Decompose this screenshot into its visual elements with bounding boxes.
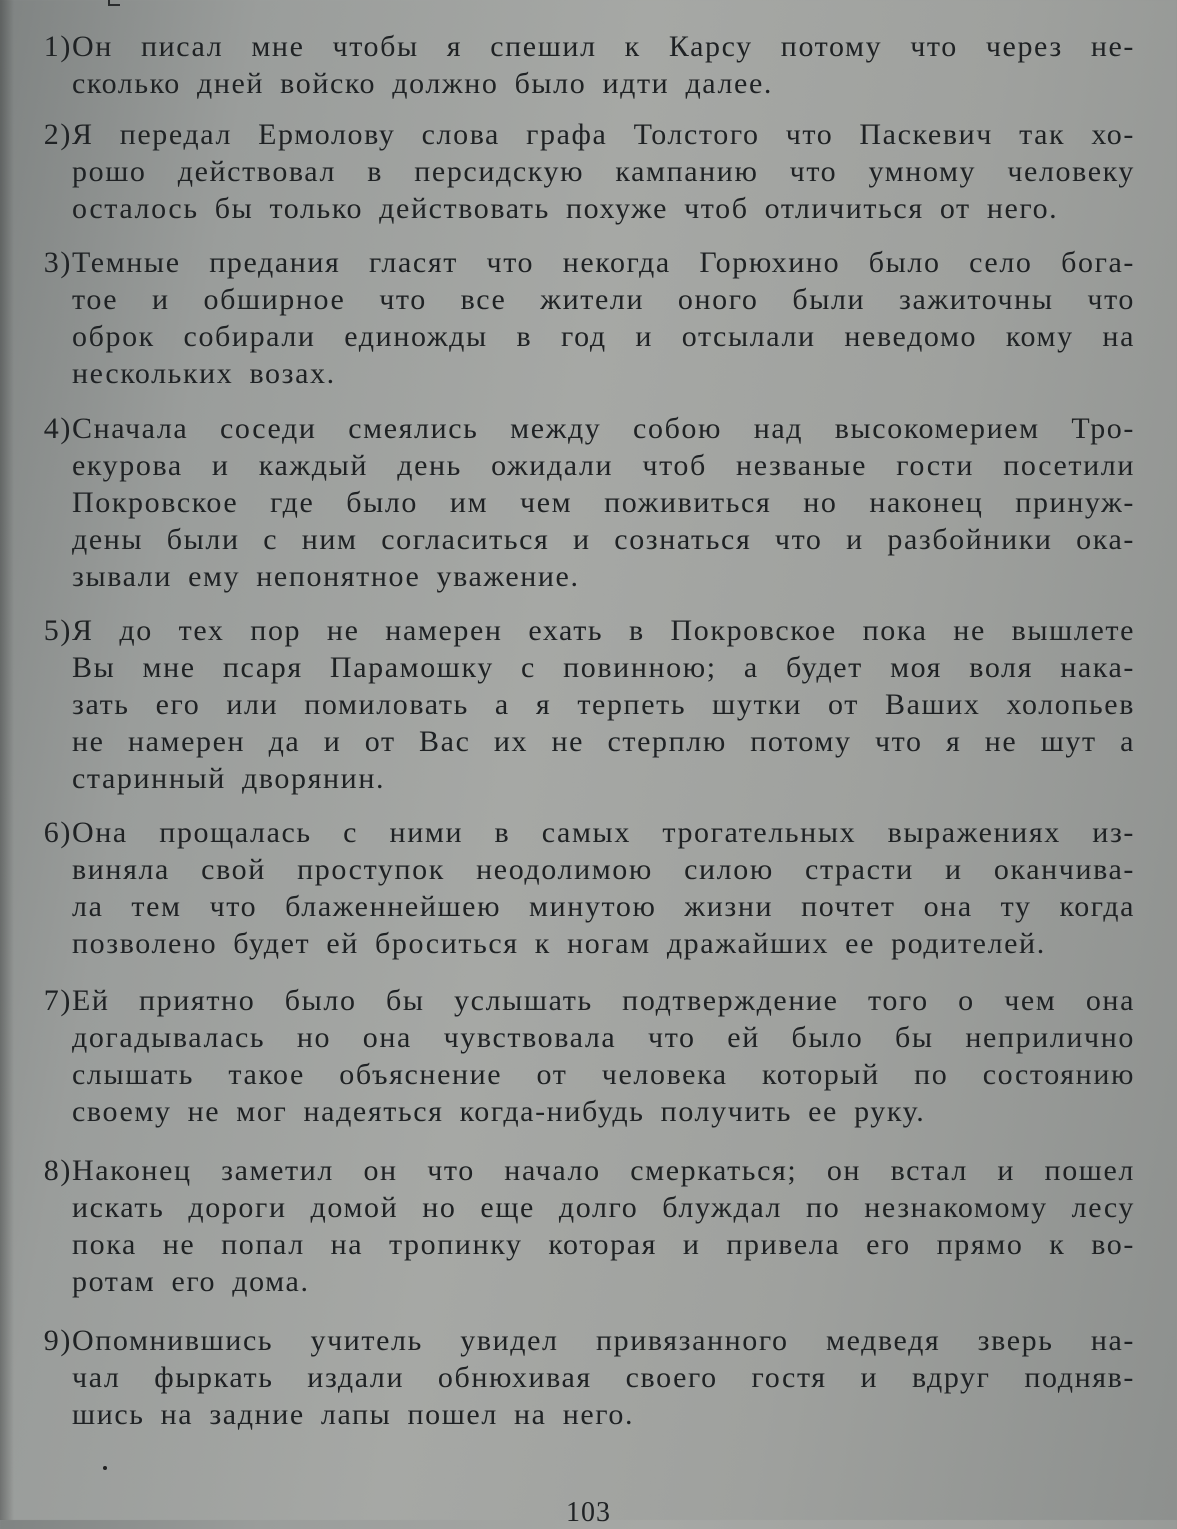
text-line: Темные предания гласят что некогда Горюхино было село бога- [72, 246, 1135, 279]
text-line: ротам его дома. [72, 1265, 310, 1298]
exercise-item-4 [30, 410, 1135, 595]
text-line: зывали ему непонятное уважение. [72, 560, 580, 593]
margin-mark [108, 0, 120, 6]
text-line: Он писал мне чтобы я спешил к Карсу потому что через не- [72, 30, 1135, 63]
text-line: рошо действовал в персидскую кампанию что умному человеку [72, 155, 1135, 188]
text-line: нескольких возах. [72, 357, 336, 390]
text-line: тое и обширное что все жители оного были зажиточны что [72, 283, 1135, 316]
text-line: виняла свой проступок неодолимою силою страсти и оканчива- [72, 853, 1135, 886]
exercise-item-2 [30, 116, 1135, 227]
exercise-item-5 [30, 612, 1135, 797]
item-number: 7) [43, 984, 72, 1017]
text-line: Ей приятно было бы услышать подтверждение того о чем она [72, 984, 1135, 1017]
text-line: ла тем что блаженнейшею минутою жизни почтет она ту когда [72, 890, 1135, 923]
text-line: не намерен да и от Вас их не стерплю потому что я не шут а [72, 725, 1135, 758]
text-line: зать его или помиловать а я терпеть шутки от Ваших холопьев [72, 688, 1135, 721]
item-number: 6) [43, 816, 72, 849]
exercise-item-7 [30, 982, 1135, 1130]
text-line: старинный дворянин. [72, 762, 386, 795]
text-line: слышать такое объяснение от человека который по состоянию [72, 1058, 1135, 1091]
item-number: 3) [43, 246, 72, 279]
text-line: дены были с ним согласиться и сознаться что и разбойники ока- [72, 523, 1135, 556]
text-line: пока не попал на тропинку которая и привела его прямо к во- [72, 1228, 1135, 1261]
text-line: Я до тех пор не намерен ехать в Покровское пока не вышлете [72, 614, 1135, 647]
item-number: 4) [43, 412, 72, 445]
text-line: позволено будет ей броситься к ногам дражайших ее родителей. [72, 927, 1046, 960]
exercise-item-1 [30, 28, 1135, 102]
text-line: Я передал Ермолову слова графа Толстого что Паскевич так хо- [72, 118, 1135, 151]
text-line: чал фыркать издали обнюхивая своего гостя и вдруг подняв- [72, 1361, 1135, 1394]
item-number: 9) [43, 1324, 72, 1357]
text-line: Сначала соседи смеялись между собою над высокомерием Тро- [72, 412, 1135, 445]
item-number: 8) [43, 1154, 72, 1187]
page-number: 103 [566, 1497, 611, 1528]
text-line: осталось бы только действовать похуже чтоб отличиться от него. [72, 192, 1059, 225]
text-line: Вы мне псаря Парамошку с повинною; а будет моя воля нака- [72, 651, 1135, 684]
item-number: 5) [43, 614, 72, 647]
text-line: искать дороги домой но еще долго блуждал по незнакомому лесу [72, 1191, 1135, 1224]
ink-speck [103, 1466, 107, 1470]
text-line: оброк собирали единожды в год и отсылали неведомо кому на [72, 320, 1135, 353]
text-line: Покровское где было им чем поживиться но наконец принуж- [72, 486, 1135, 519]
text-line: Она прощалась с ними в самых трогательных выражениях из- [72, 816, 1135, 849]
text-line: екурова и каждый день ожидали чтоб незваные гости посетили [72, 449, 1135, 482]
exercise-item-6 [30, 814, 1135, 962]
text-line: шись на задние лапы пошел на него. [72, 1398, 635, 1431]
text-line: догадывалась но она чувствовала что ей было бы неприлично [72, 1021, 1135, 1054]
page-binding-shadow [0, 0, 14, 1520]
text-line: своему не мог надеяться когда-нибудь получить ее руку. [72, 1095, 926, 1128]
item-number: 2) [43, 118, 72, 151]
exercise-item-8 [30, 1152, 1135, 1300]
item-number: 1) [43, 30, 72, 63]
text-line: Наконец заметил он что начало смеркаться; он встал и пошел [72, 1154, 1135, 1187]
text-line: сколько дней войско должно было идти далее. [72, 67, 773, 100]
exercise-item-3 [30, 244, 1135, 392]
text-line: Опомнившись учитель увидел привязанного медведя зверь на- [72, 1324, 1135, 1357]
exercise-item-9 [30, 1322, 1135, 1433]
